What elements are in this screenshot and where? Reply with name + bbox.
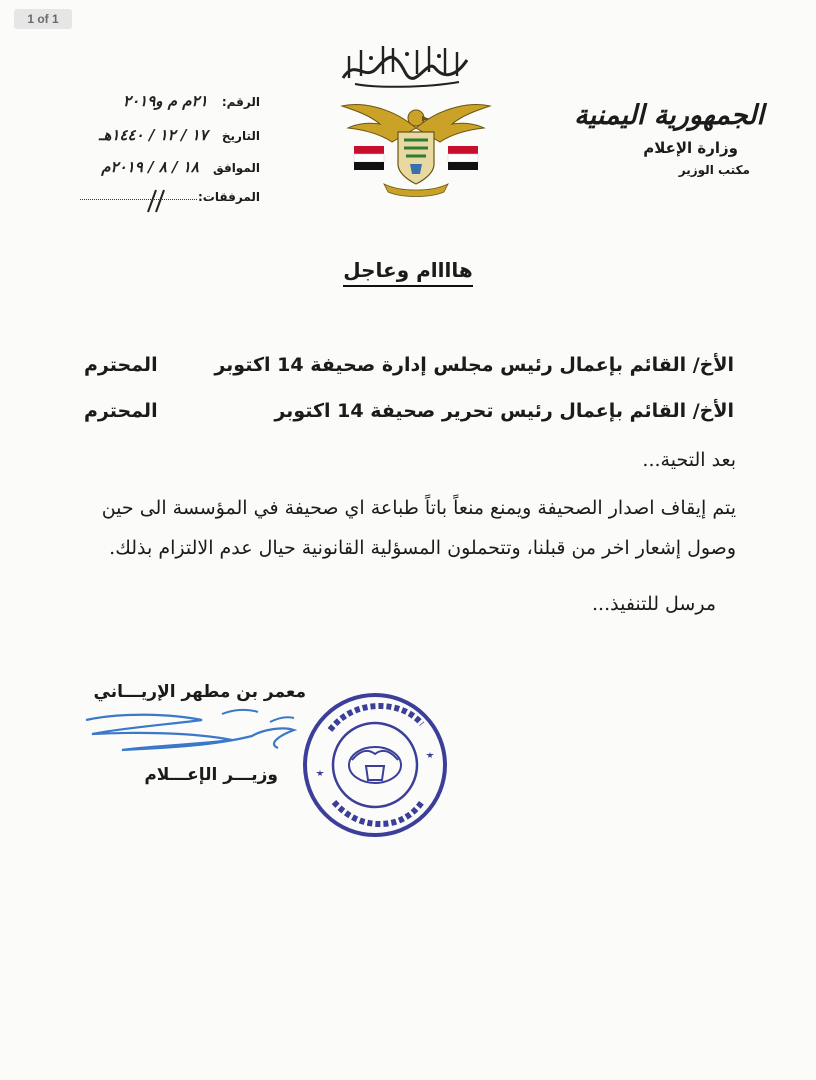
handwritten-signature xyxy=(82,706,298,772)
addressee-line-2 xyxy=(84,400,734,422)
attachments-row xyxy=(80,190,260,204)
addressee-text: الأخ/ القائم بإعمال رئيس مجلس إدارة صحيفة 14 اكتوبر xyxy=(214,354,734,376)
letterhead-right xyxy=(564,100,764,177)
gregorian-date-value: ١٨ / ٨ / ٢٠١٩م xyxy=(101,158,199,176)
hijri-date-value: ١٧ / ١٢ / ١٤٤٠هـ xyxy=(99,126,208,144)
reference-number-row xyxy=(80,92,260,110)
office-name: مكتب الوزير xyxy=(678,163,750,177)
signer-name: معمر بن مطهر الإريـــاني xyxy=(93,682,306,702)
gregorian-date-row xyxy=(80,158,260,176)
addressee-text: الأخ/ القائم بإعمال رئيس تحرير صحيفة 14 اكتوبر xyxy=(274,400,734,422)
republic-title: الجمهورية اليمنية xyxy=(574,100,764,131)
addressee-line-1 xyxy=(84,354,734,376)
gregorian-date-label: الموافق xyxy=(213,161,260,175)
respect-title: المحترم xyxy=(84,400,158,422)
ministry-name: وزارة الإعلام xyxy=(643,139,738,157)
reference-value: ٢١م م و٢٠١٩ xyxy=(123,92,208,110)
yemen-eagle-emblem-icon xyxy=(340,88,492,198)
attachments-slash-mark xyxy=(138,188,168,214)
greeting: بعد التحية... xyxy=(642,449,736,471)
hijri-date-label: التاريخ xyxy=(221,129,260,143)
urgent-heading: هاااام وعاجل xyxy=(0,258,816,282)
signer-title: وزيـــر الإعـــلام xyxy=(144,765,278,785)
hijri-date-row xyxy=(80,126,260,144)
basmala-calligraphy xyxy=(335,38,475,90)
attachments-label: المرفقات: xyxy=(198,190,260,204)
body-paragraph: يتم إيقاف اصدار الصحيفة ويمنع منعاً باتاً طباعة اي صحيفة في المؤسسة الى حين وصول إشعار اخر من قبلنا، وتتحملون المسؤلية القانونية حيال عدم الالتزام بذلك. xyxy=(101,497,736,559)
ministry-seal-stamp-icon xyxy=(300,690,450,840)
respect-title: المحترم xyxy=(84,354,158,376)
closing-line: مرسل للتنفيذ... xyxy=(592,593,716,615)
page-indicator: 1 of 1 xyxy=(14,9,72,29)
reference-label: الرقم: xyxy=(221,95,260,109)
